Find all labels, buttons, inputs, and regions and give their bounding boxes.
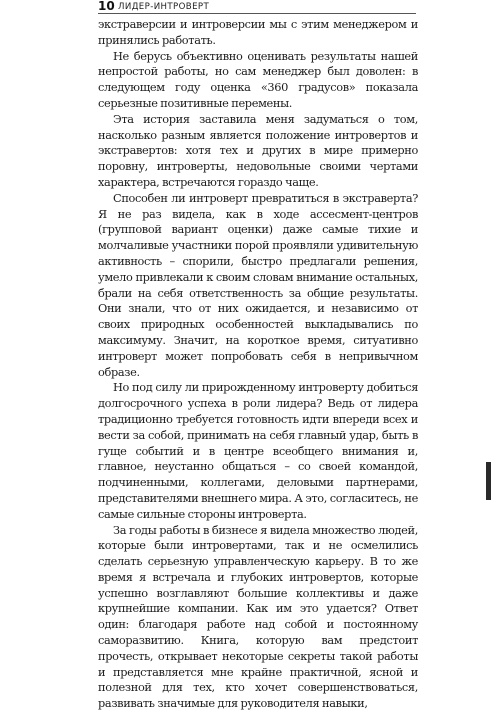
page-edge-mark [486,462,491,500]
paragraph-continuation: экстраверсии и интроверсии мы с этим менеджером и принялись работать. [98,17,418,49]
paragraph: Не берусь объективно оценивать результаты нашей непростой работы, но сам менеджер был доволен: в следующем году оценка «360 градусов» показала серьезные позитивные перемены. [98,49,418,112]
page-number: 10 [98,0,115,13]
paragraph: Способен ли интроверт превратиться в экстраверта? Я не раз видела, как в ходе ассесмент-центров (групповой вариант оценки) даже самые тихие и молчаливые участники порой проявляли удивительную активность – спорили, быстро предлагали решения, умело привлекали к своим словам внимание остальных, брали на себя ответственность за общие результаты. Они знали, что от них ожидается, и независимо от своих природных особенностей выкладывались по максимуму. Значит, на короткое время, ситуативно интроверт может попробовать себя в непривычном образе. [98,191,418,381]
header-rule [98,13,416,14]
paragraph: За годы работы в бизнесе я видела множество людей, которые были интровертами, так и не осмелились сделать серьезную управленческую карьеру. В то же время я встречала и глубоких интровертов, которые успешно возглавляют большие коллективы и даже крупнейшие компании. Как им это удается? Ответ один: благодаря работе над собой и постоянному саморазвитию. Книга, которую вам предстоит прочесть, открывает некоторые секреты такой работы и представляется мне крайне практичной, ясной и полезной для тех, кто хочет совершенствоваться, развивать значимые для руководителя навыки, [98,523,418,712]
running-header [98,0,416,14]
paragraph: Но под силу ли прирожденному интроверту добиться долгосрочного успеха в роли лидера? Ведь от лидера традиционно требуется готовность идти впереди всех и вести за собой, принимать на себя главный удар, быть в гуще событий и в центре всеобщего внимания и, главное, неустанно общаться – со своей командой, подчиненными, коллегами, деловыми партнерами, представителями внешнего мира. А это, согласитесь, не самые сильные стороны интроверта. [98,380,418,522]
running-title: ЛИДЕР-ИНТРОВЕРТ [118,2,209,12]
body-text [98,17,418,712]
paragraph: Эта история заставила меня задуматься о том, насколько разным является положение интровертов и экстравертов: хотя тех и других в мире примерно поровну, интроверты, недовольные своими чертами характера, встречаются гораздо чаще. [98,112,418,191]
